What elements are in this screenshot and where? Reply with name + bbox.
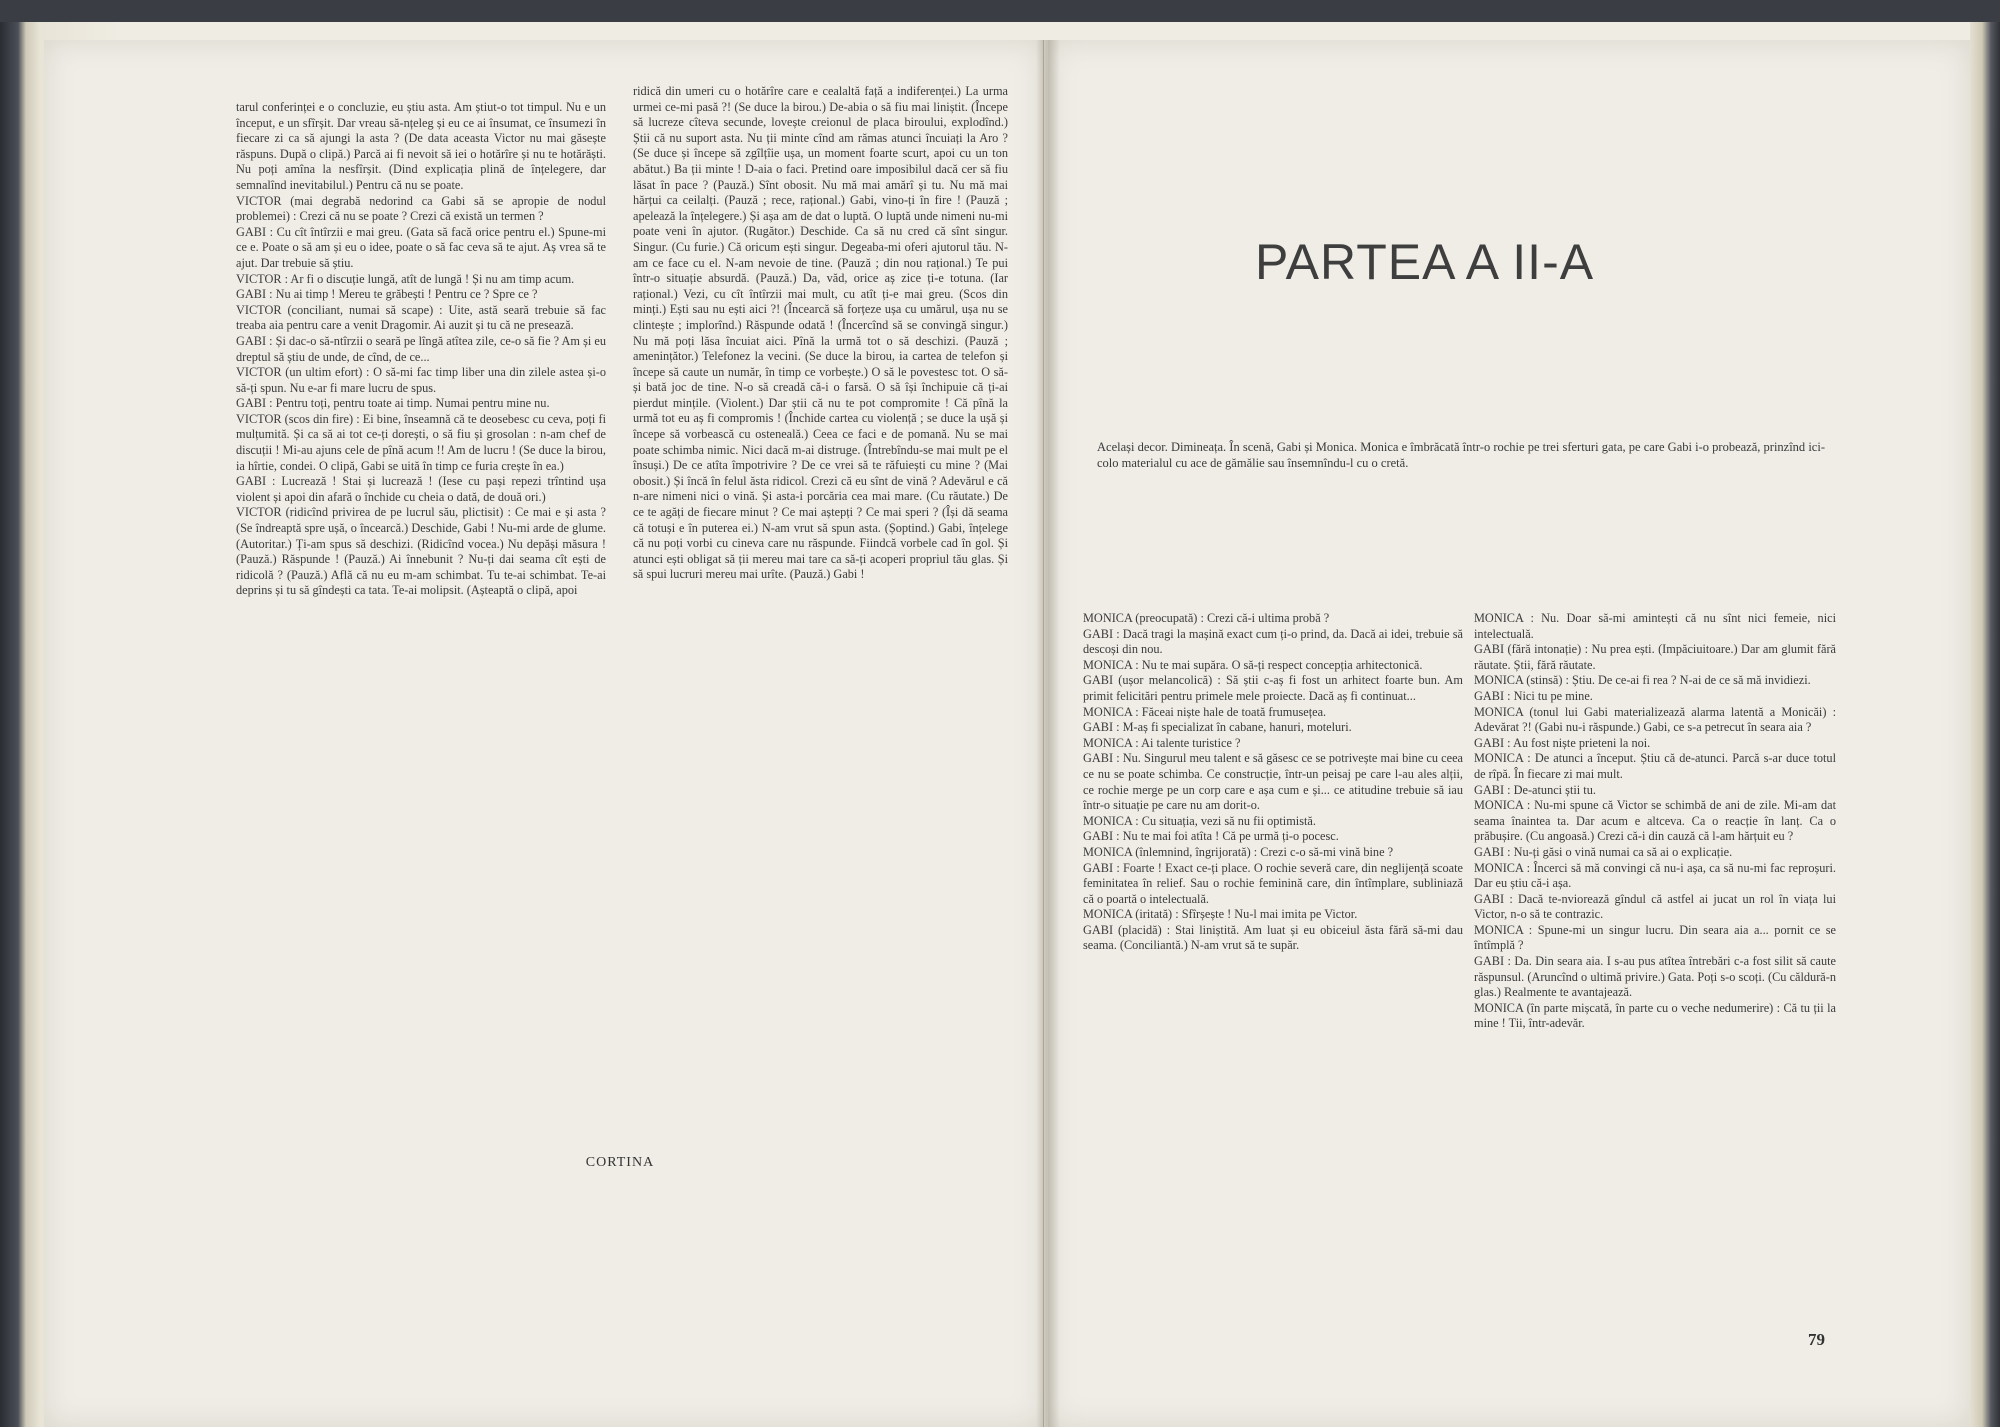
text-paragraph: GABI : Dacă tragi la mașină exact cum ți-o prind, da. Dacă ai idei, trebuie să descoși din nou. (1083, 626, 1463, 657)
text-paragraph: VICTOR : Ar fi o discuție lungă, atît de lungă ! Și nu am timp acum. (236, 271, 575, 286)
text-paragraph: GABI (placidă) : Stai liniștită. Am luat și eu obiceiul ăsta fără să-mi dau seama. (Conciliantă.) N-am vrut să te supăr. (1083, 922, 1463, 953)
text-paragraph: MONICA (tonul lui Gabi materializează alarma latentă a Monicăi) : Adevărat ?! (Gabi nu-i răspunde.) Gabi, ce s-a petrecut în seara aia ? (1474, 704, 1836, 735)
text-paragraph: GABI : Și dac-o să-ntîrzii o seară pe lîngă atîtea zile, ce-o să fie ? Am și eu dreptul să știu de unde, de cînd, de ce... (236, 333, 606, 364)
text-paragraph: MONICA : De atunci a început. Știu că de-atunci. Parcă s-ar duce totul de rîpă. În fiecare zi mai mult. (1474, 751, 1836, 781)
text-paragraph: VICTOR (ridicînd privirea de pe lucrul său, plictisit) : Ce mai e și asta ? (Se îndreaptă spre ușă, o încearcă.) Deschide, Gabi ! Nu-mi arde de glume. (Autoritar.) Ți-am spus să deschizi. (Ridicînd vocea.) Nu depăși măsura ! (Pauză.) Răspunde ! (Pauză.) Ai înnebunit ? Nu-ți dai seama cît ești de ridicolă ? (Pauză.) Află că nu eu m-am schimbat. Tu te-ai schimbat. Te-ai deprins și tu să gîndești ca tata. Te-ai molipsit. (Așteaptă o clipă, apoi (236, 505, 606, 598)
text-paragraph: MONICA : Cu situația, vezi să nu fii optimistă. (1083, 813, 1316, 828)
left-page-column-1 (236, 100, 606, 1100)
text-paragraph: ridică din umeri cu o hotărîre care e cealaltă față a indiferenței.) La urma urmei ce-mi pasă ?! (Se duce la birou.) De-abia o să fiu mai liniștit. (Începe să lucreze cîteva secunde, lovește creionul de placa biroului, explodînd.) Știi că nu suport asta. Nu ții minte cînd am rămas atunci încuiați la Aro ? (Se duce și începe să zgîlțîie ușa, un moment foarte scurt, apoi cu un ton abătut.) Ba ții minte ! D-aia o faci. Pretind oare imposibilul dacă cer să fiu lăsat în pace ? (Pauză.) Sînt obosit. Nu mă mai amărî și tu. Nu mă mai hărțui ca ceilalți. (Pauză ; rece, rațional.) Gabi, vino-ți în fire ! (Pauză ; apelează la înțelegere.) Și așa am de dat o luptă. O luptă unde nimeni nu-mi poate veni în ajutor. (Rugător.) Deschide. Ca să nu cred că sînt singur. Singur. (Cu furie.) Că oricum ești singur. Degeaba-mi oferi ajutorul tău. N-am ce face cu el. N-am nevoie de tine. (Pauză ; din nou rațional.) Te pui într-o situație absurdă. (Pauză.) Da, văd, orice aș zice ți-e totuna. (Iar rațional.) Vezi, cu cît întîrzii mai mult, cu atît ți-e mai greu. (Scos din minți.) Ești sau nu ești aici ?! (Încearcă să forțeze ușa cu umărul, ușa nu se clintește ; implorînd.) Răspunde odată ! (Încercînd să se convingă singur.) Nu mă poți lăsa încuiat aici. Pînă la urmă tot o să deschizi. (Pauză ; amenințător.) Telefonez la vecini. (Se duce la birou, ia cartea de telefon și începe să caute un număr, în timp ce vorbește.) O să le povestesc tot. O să-și bată joc de tine. N-o să creadă că-i o farsă. O să își închipuie că ți-ai pierdut mințile. (Violent.) Dar știi că nu te pot compromite ! Că pînă la urmă tot eu aș fi compromis ! (Închide cartea cu violență ; se duce la ușă și începe să vorbească cu osteneală.) Ceea ce faci e de pomană. Nu se mai poate schimba nimic. Nici dacă m-ai distruge. (Întrebîndu-se mai mult pe el însuși.) De ce atîta împotrivire ? De ce vrei să te răfuiești cu mine ? (Mai obosit.) Și încă în felul ăsta ridicol. Crezi că eu sînt de vină ? Adevărul e că n-are nimeni nici o vină. Și asta-i porcăria cea mai mare. (Cu răutate.) De ce te agăți de fiecare minut ? Ce mai aștepți ? Ce mai speri ? (Își dă seama că totuși e în puterea ei.) N-am vrut să spun asta. (Șoptind.) Gabi, înțelege că nu poți vorbi cu cineva care nu răspunde. Fiindcă vorbele cad în gol. Și atunci ești obligat să ții mereu mai tare ca să-ți acoperi propriul tău glas. Și să spui lucruri mereu mai urîte. (Pauză.) Gabi ! (633, 84, 1008, 582)
text-paragraph: GABI : De-atunci știi tu. (1474, 782, 1596, 797)
text-paragraph: MONICA : Ai talente turistice ? (1083, 735, 1241, 750)
left-page-column-2 (633, 84, 1008, 1084)
text-paragraph: VICTOR (scos din fire) : Ei bine, înseamnă că te deosebesc cu ceva, poți fi mulțumită. Și ca să ai tot ce-ți dorești, o să fiu și grosolan : n-am chef de discuții ! Mi-au ajuns cele de pînă acum !! Am de lucru ! (Se duce la birou, ia hîrtie, condei. O clipă, Gabi se uită în timp ce furia crește în ea.) (236, 411, 606, 473)
text-paragraph: GABI : Dacă te-nviorează gîndul că astfel ai jucat un rol în viața lui Victor, n-o să te contrazic. (1474, 891, 1836, 922)
part-title: PARTEA A II-A (1255, 234, 1595, 290)
text-paragraph: VICTOR (conciliant, numai să scape) : Uite, astă seară trebuie să fac treaba aia pentru care a venit Dragomir. Ai auzit și tu că ne presează. (236, 302, 606, 333)
right-page-column-2 (1474, 611, 1836, 1311)
page-edges (1970, 22, 2000, 1427)
text-paragraph: MONICA : Făceai niște hale de toată frumusețea. (1083, 704, 1327, 719)
text-paragraph: GABI : Au fost niște prieteni la noi. (1474, 735, 1651, 750)
text-paragraph: GABI : Pentru toți, pentru toate ai timp. Numai pentru mine nu. (236, 396, 550, 411)
book-gutter (1036, 40, 1060, 1427)
text-paragraph: MONICA : Nu-mi spune că Victor se schimbă de ani de zile. Mi-am dat seama înaintea ta. Dar acum e altceva. Ca o reacție în lanț. Ca o prăbușire. (Cu angoasă.) Crezi că-i din cauză că l-am hărțuit eu ? (1474, 798, 1836, 844)
text-paragraph: GABI : Nu te mai foi atîta ! Că pe urmă ți-o pocesc. (1083, 829, 1339, 844)
text-paragraph: GABI : Lucrează ! Stai și lucrează ! (Iese cu pași repezi trîntind ușa violent și apoi din afară o închide cu cheia o dată, de două ori.) (236, 474, 606, 504)
right-page-column-1 (1083, 611, 1463, 1311)
text-paragraph: GABI (fără intonație) : Nu prea ești. (Impăciuitoare.) Dar am glumit fără răutate. Știi, fără răutate. (1474, 642, 1836, 672)
text-paragraph: GABI : Cu cît întîrzii e mai greu. (Gata să facă orice pentru el.) Spune-mi ce e. Poate o să am și eu o idee, poate o să fac ceva să te ajut. Aș vrea să te ajut. Dar trebuie să știu. (236, 224, 606, 270)
text-paragraph: GABI : Nu-ți găsi o vină numai ca să ai o explicație. (1474, 844, 1733, 859)
text-paragraph: GABI : Da. Din seara aia. I s-au pus atîtea întrebări c-a fost silit să caute răspunsul. (Aruncînd o ultimă privire.) Gata. Poți s-o scoți. (Cu căldură-n glas.) Realmente te avantajează. (1474, 954, 1836, 1000)
text-paragraph: tarul conferinței e o concluzie, eu știu asta. Am știut-o tot timpul. Nu e un început, e un sfîrșit. Dar vreau să-nțeleg și eu ce ai însumat, ce însumezi în fiecare zi ca să ajungi la asta ? (De data aceasta Victor nu mai găsește răspuns. După o clipă.) Parcă ai fi nevoit să iei o hotărîre și nu te hotărăști. Nu poți amîna la nesfîrșit. (Dind explicația plină de înțelegere, dar semnalînd inevitabilul.) Pentru că nu se poate. (236, 100, 606, 192)
text-paragraph: MONICA : Spune-mi un singur lucru. Din seara aia a... pornit ce se întîmplă ? (1474, 922, 1836, 953)
text-paragraph: MONICA (stinsă) : Știu. De ce-ai fi rea ? N-ai de ce să mă invidiezi. (1474, 673, 1811, 688)
page-number: 79 (1808, 1330, 1825, 1349)
text-paragraph: GABI : Nu. Singurul meu talent e să găsesc ce se potrivește mai bine cu ceea ce nu se poate schimba. Ce construcție, într-un peisaj pe care l-au ales alții, ce rochie merge pe un corp care e așa cum e și... ce atitudine trebuie să iau într-o situație pe care nu am dorit-o. (1083, 751, 1463, 813)
text-paragraph: MONICA : Nu. Doar să-mi amintești că nu sînt nici femeie, nici intelectuală. (1474, 611, 1836, 641)
curtain-label: CORTINA (585, 1155, 655, 1170)
text-paragraph: MONICA (preocupată) : Crezi că-i ultima probă ? (1083, 611, 1330, 625)
text-paragraph: GABI : M-aș fi specializat în cabane, hanuri, moteluri. (1083, 720, 1352, 735)
text-paragraph: MONICA (iritată) : Sfîrșește ! Nu-l mai imita pe Victor. (1083, 907, 1358, 922)
text-paragraph: VICTOR (un ultim efort) : O să-mi fac timp liber una din zilele astea și-o să-ți spun. Nu e-ar fi mare lucru de spus. (236, 365, 606, 395)
text-paragraph: MONICA : Nu te mai supăra. O să-ți respect concepția arhitectonică. (1083, 657, 1423, 672)
text-paragraph: GABI : Nu ai timp ! Mereu te grăbești ! Pentru ce ? Spre ce ? (236, 287, 538, 302)
text-paragraph: GABI : Foarte ! Exact ce-ți place. O rochie severă care, din neglijență scoate feminitatea în relief. Sau o rochie feminină care, din întîmplare, subliniază că o poartă o intelectuală. (1083, 860, 1463, 906)
text-paragraph: GABI (ușor melancolică) : Să știi c-aș fi fost un arhitect foarte bun. Am primit felicitări pentru primele mele proiecte. Dacă aș fi continuat... (1083, 673, 1463, 703)
text-paragraph: MONICA (înlemnind, îngrijorată) : Crezi c-o să-mi vină bine ? (1083, 844, 1394, 859)
stage-directions: Același decor. Dimineața. În scenă, Gabi și Monica. Monica e îmbrăcată într-o rochie pe trei sferturi gata, pe care Gabi i-o probează, prinzînd ici-colo materialul cu ace de gămălie sau însemnîndu-l cu o cretă. (1097, 440, 1825, 470)
text-paragraph: MONICA : Încerci să mă convingi că nu-i așa, ca să nu-mi fac reproșuri. Dar eu știu că-i așa. (1474, 860, 1836, 891)
text-paragraph: VICTOR (mai degrabă nedorind ca Gabi să se apropie de nodul problemei) : Crezi că nu se poate ? Crezi că există un termen ? (236, 193, 606, 224)
text-paragraph: MONICA (în parte mișcată, în parte cu o veche nedumerire) : Că tu ții la mine ! Tii, într-adevăr. (1474, 1000, 1836, 1031)
text-paragraph: GABI : Nici tu pe mine. (1474, 688, 1593, 703)
